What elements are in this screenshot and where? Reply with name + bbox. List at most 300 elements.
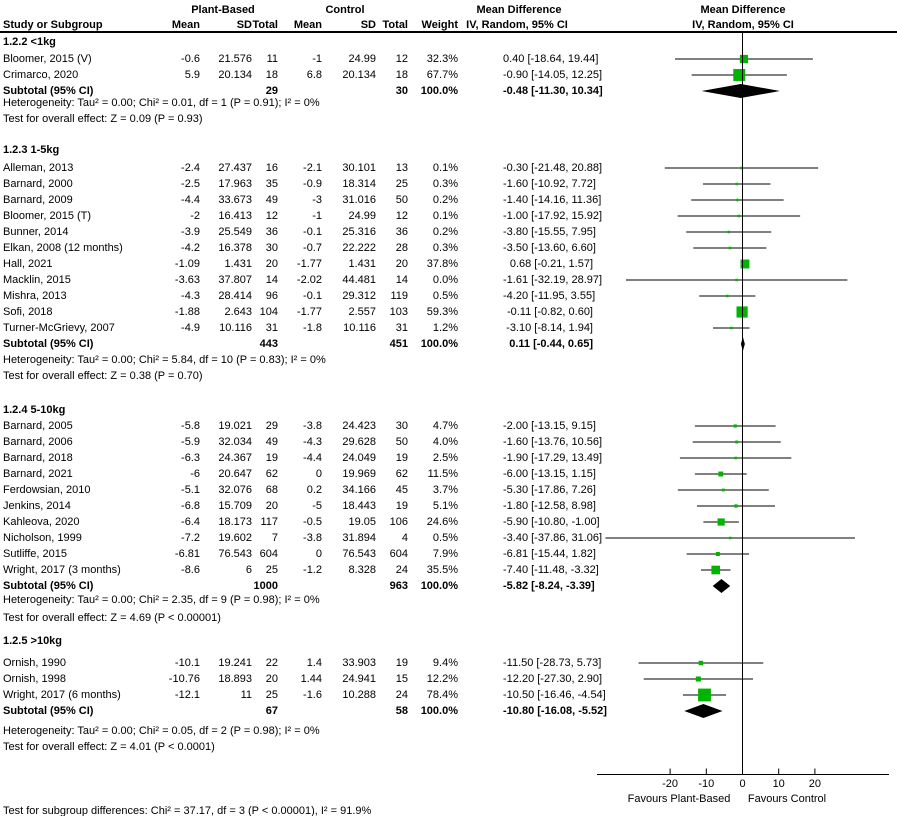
column-header-sd-1: SD [236, 19, 252, 31]
cell-w: 9.4% [432, 657, 458, 669]
study-name: Mishra, 2013 [3, 290, 67, 302]
cell-sd1: 19.241 [218, 657, 252, 669]
cell-m2: -4.3 [303, 436, 322, 448]
subtotal-weight: 100.0% [420, 580, 458, 592]
cell-sd2: 10.116 [343, 322, 376, 334]
cell-n2: 13 [395, 162, 408, 174]
subtotal-label: Subtotal (95% CI) [3, 338, 94, 350]
cell-m1: -3.63 [174, 274, 200, 286]
cell-n1: 25 [265, 689, 278, 701]
subtotal-n2: 963 [389, 580, 408, 592]
study-name: Sofi, 2018 [3, 306, 53, 318]
cell-w: 24.6% [426, 516, 458, 528]
cell-w: 0.0% [432, 274, 458, 286]
cell-sd1: 21.576 [218, 53, 252, 65]
study-name: Turner-McGrievy, 2007 [3, 322, 115, 334]
subtotal-ci: -0.48 [-11.30, 10.34] [503, 85, 603, 97]
cell-n2: 15 [395, 673, 408, 685]
study-name: Sutliffe, 2015 [3, 548, 68, 560]
cell-n1: 49 [265, 436, 278, 448]
cell-sd2: 29.312 [342, 290, 376, 302]
cell-m2: -0.9 [303, 178, 322, 190]
cell-n1: 12 [265, 210, 278, 222]
cell-n1: 22 [265, 657, 278, 669]
effect-square [740, 167, 743, 170]
column-group-mean-difference: Mean Difference [476, 4, 562, 16]
cell-sd2: 25.316 [342, 226, 376, 238]
cell-n2: 12 [395, 53, 408, 65]
cell-w: 37.8% [426, 258, 458, 270]
effect-square [711, 566, 720, 575]
cell-w: 4.7% [432, 420, 458, 432]
cell-n1: 25 [265, 564, 278, 576]
cell-m2: -0.7 [303, 242, 322, 254]
study-name: Barnard, 2000 [3, 178, 73, 190]
cell-ci: -1.80 [-12.58, 8.98] [503, 500, 596, 512]
cell-w: 32.3% [426, 53, 458, 65]
overall-effect-note: Test for overall effect: Z = 0.09 (P = 0.93) [3, 113, 203, 125]
cell-m2: -0.1 [303, 290, 322, 302]
subtotal-diamond [702, 84, 780, 98]
column-header-ci-text: IV, Random, 95% CI [466, 19, 568, 31]
cell-ci: -1.00 [-17.92, 15.92] [503, 210, 603, 222]
cell-w: 5.1% [432, 500, 458, 512]
cell-n1: 96 [265, 290, 278, 302]
cell-n2: 106 [389, 516, 408, 528]
cell-m1: -6.8 [181, 500, 200, 512]
cell-sd2: 1.431 [348, 258, 376, 270]
cell-n1: 19 [265, 452, 278, 464]
cell-ci: -3.40 [-37.86, 31.06] [503, 532, 603, 544]
cell-sd1: 37.807 [218, 274, 252, 286]
cell-n1: 18 [265, 69, 278, 81]
cell-sd1: 15.709 [218, 500, 252, 512]
cell-w: 59.3% [426, 306, 458, 318]
axis-tick-label: 10 [772, 778, 785, 790]
cell-m2: -1.6 [303, 689, 322, 701]
cell-n1: 30 [265, 242, 278, 254]
header-divider [0, 31, 897, 33]
study-name: Bunner, 2014 [3, 226, 69, 238]
cell-w: 12.2% [426, 673, 458, 685]
group-label: 1.2.5 >10kg [3, 635, 63, 647]
cell-ci: -3.10 [-8.14, 1.94] [506, 322, 593, 334]
cell-sd2: 20.134 [342, 69, 376, 81]
cell-sd2: 8.328 [348, 564, 376, 576]
cell-n2: 14 [395, 274, 408, 286]
cell-m1: -4.2 [181, 242, 200, 254]
cell-sd2: 76.543 [342, 548, 376, 560]
cell-m1: -4.3 [181, 290, 200, 302]
cell-sd2: 29.628 [342, 436, 376, 448]
column-header-weight: Weight [421, 19, 458, 31]
cell-m1: -8.6 [181, 564, 200, 576]
subtotal-n1: 29 [265, 85, 278, 97]
cell-m1: -2.4 [181, 162, 200, 174]
cell-m1: -0.6 [181, 53, 200, 65]
cell-ci: -1.60 [-10.92, 7.72] [503, 178, 596, 190]
subtotal-n1: 67 [265, 705, 278, 717]
cell-ci: -0.30 [-21.48, 20.88] [503, 162, 603, 174]
cell-m2: -1.77 [296, 258, 322, 270]
cell-n2: 24 [395, 689, 408, 701]
effect-square [740, 55, 748, 63]
cell-m2: -1 [312, 53, 322, 65]
subtotal-weight: 100.0% [420, 85, 458, 97]
cell-n2: 19 [395, 452, 408, 464]
cell-ci: -11.50 [-28.73, 5.73] [503, 657, 602, 669]
cell-n2: 20 [395, 258, 408, 270]
cell-m1: -10.76 [168, 673, 200, 685]
cell-w: 11.5% [427, 468, 458, 480]
subgroup-differences-note: Test for subgroup differences: Chi² = 37.17, df = 3 (P < 0.00001), I² = 91.9% [3, 805, 372, 816]
cell-m1: -3.9 [181, 226, 200, 238]
cell-w: 0.2% [432, 226, 458, 238]
cell-n1: 16 [265, 162, 278, 174]
subtotal-weight: 100.0% [420, 338, 458, 350]
cell-n1: 36 [265, 226, 278, 238]
effect-square [718, 518, 725, 525]
favours-left-label: Favours Plant-Based [627, 793, 731, 805]
cell-n2: 28 [395, 242, 408, 254]
cell-n1: 117 [260, 516, 278, 528]
cell-sd2: 18.443 [342, 500, 376, 512]
effect-square [727, 231, 730, 234]
cell-n2: 19 [395, 657, 408, 669]
cell-m1: -5.8 [181, 420, 200, 432]
effect-square [699, 661, 703, 665]
cell-n2: 31 [395, 322, 408, 334]
cell-m2: 0 [315, 548, 322, 560]
cell-sd1: 18.893 [218, 673, 252, 685]
effect-square [736, 199, 739, 202]
cell-sd2: 24.423 [342, 420, 376, 432]
cell-sd2: 2.557 [348, 306, 376, 318]
cell-sd2: 18.314 [342, 178, 376, 190]
column-header-sd-2: SD [360, 19, 376, 31]
cell-n2: 12 [395, 210, 408, 222]
cell-sd2: 30.101 [342, 162, 376, 174]
cell-w: 67.7% [426, 69, 458, 81]
cell-w: 0.1% [432, 210, 458, 222]
cell-m1: -12.1 [174, 689, 200, 701]
cell-m2: -1.77 [296, 306, 322, 318]
cell-sd1: 76.543 [218, 548, 252, 560]
subtotal-ci: -10.80 [-16.08, -5.52] [503, 705, 607, 717]
axis-tick-label: -10 [698, 778, 715, 790]
cell-sd1: 17.963 [218, 178, 252, 190]
effect-square [696, 676, 701, 681]
axis-tick-label: -20 [662, 778, 679, 790]
study-name: Nicholson, 1999 [3, 532, 82, 544]
plot-title-mean-difference: Mean Difference [700, 4, 786, 16]
cell-ci: -6.00 [-13.15, 1.15] [503, 468, 596, 480]
cell-n2: 30 [395, 420, 408, 432]
cell-sd2: 34.166 [342, 484, 376, 496]
cell-sd1: 6 [245, 564, 252, 576]
column-group-control: Control [325, 4, 365, 16]
cell-sd1: 33.673 [218, 194, 252, 206]
study-name: Bloomer, 2015 (T) [3, 210, 92, 222]
cell-sd1: 28.414 [218, 290, 252, 302]
effect-square [729, 537, 732, 540]
subtotal-label: Subtotal (95% CI) [3, 580, 94, 592]
cell-sd1: 19.021 [218, 420, 252, 432]
cell-sd2: 10.288 [342, 689, 376, 701]
cell-m1: -4.9 [181, 322, 200, 334]
cell-m2: 6.8 [306, 69, 322, 81]
study-name: Hall, 2021 [3, 258, 53, 270]
cell-ci: -0.90 [-14.05, 12.25] [503, 69, 603, 81]
cell-n1: 604 [259, 548, 278, 560]
cell-n1: 62 [265, 468, 278, 480]
effect-square [734, 504, 737, 507]
cell-w: 78.4% [426, 689, 458, 701]
effect-square [729, 247, 732, 250]
subtotal-n1: 443 [259, 338, 278, 350]
cell-m1: -1.88 [174, 306, 200, 318]
cell-ci: -3.50 [-13.60, 6.60] [503, 242, 596, 254]
study-name: Wright, 2017 (6 months) [3, 689, 121, 701]
cell-ci: -2.00 [-13.15, 9.15] [503, 420, 596, 432]
subtotal-diamond [713, 579, 731, 593]
cell-ci: -3.80 [-15.55, 7.95] [503, 226, 596, 238]
cell-m2: -2.02 [296, 274, 322, 286]
cell-ci: -10.50 [-16.46, -4.54] [503, 689, 606, 701]
cell-m2: -1.2 [303, 564, 322, 576]
group-label: 1.2.4 5-10kg [3, 404, 66, 416]
cell-m1: -5.9 [181, 436, 200, 448]
cell-m2: -0.1 [303, 226, 322, 238]
subtotal-ci: -5.82 [-8.24, -3.39] [503, 580, 595, 592]
cell-n1: 31 [265, 322, 278, 334]
favours-right-label: Favours Control [747, 793, 827, 805]
cell-n1: 49 [265, 194, 278, 206]
cell-n1: 20 [265, 258, 278, 270]
cell-n1: 11 [266, 53, 278, 65]
subtotal-n1: 1000 [253, 580, 278, 592]
cell-w: 4.0% [432, 436, 458, 448]
effect-square [738, 215, 741, 218]
cell-w: 0.1% [432, 162, 458, 174]
cell-n1: 104 [259, 306, 278, 318]
cell-n2: 50 [395, 194, 408, 206]
cell-n2: 36 [395, 226, 408, 238]
cell-m1: -6.3 [181, 452, 200, 464]
cell-sd1: 18.173 [218, 516, 252, 528]
effect-square [730, 327, 733, 330]
cell-w: 0.2% [432, 194, 458, 206]
effect-square [735, 183, 738, 186]
subtotal-diamond [741, 337, 745, 351]
cell-m2: -1.8 [303, 322, 322, 334]
cell-ci: -6.81 [-15.44, 1.82] [503, 548, 596, 560]
column-header-total-2: Total [382, 19, 408, 31]
subtotal-label: Subtotal (95% CI) [3, 705, 94, 717]
cell-n2: 18 [395, 69, 408, 81]
cell-m2: -2.1 [303, 162, 322, 174]
cell-sd1: 16.413 [218, 210, 252, 222]
cell-w: 0.5% [432, 290, 458, 302]
axis-tick-label: 20 [808, 778, 822, 790]
cell-m1: 5.9 [184, 69, 200, 81]
cell-ci: -1.60 [-13.76, 10.56] [503, 436, 603, 448]
subtotal-label: Subtotal (95% CI) [3, 85, 94, 97]
cell-ci: -12.20 [-27.30, 2.90] [503, 673, 603, 685]
group-label: 1.2.2 <1kg [3, 36, 56, 48]
study-name: Jenkins, 2014 [3, 500, 71, 512]
study-name: Kahleova, 2020 [3, 516, 80, 528]
subtotal-n2: 30 [395, 85, 408, 97]
column-header-mean-2: Mean [293, 19, 322, 31]
effect-square [698, 689, 711, 702]
cell-n2: 19 [395, 500, 408, 512]
subtotal-diamond [684, 704, 722, 718]
column-group-plant-based: Plant-Based [191, 4, 255, 16]
cell-sd1: 27.437 [218, 162, 252, 174]
cell-m1: -2.5 [181, 178, 200, 190]
effect-square [734, 457, 737, 460]
cell-n1: 29 [265, 420, 278, 432]
cell-n2: 604 [389, 548, 408, 560]
cell-sd1: 19.602 [218, 532, 252, 544]
effect-square [726, 295, 729, 298]
cell-n1: 20 [265, 673, 278, 685]
subtotal-n2: 58 [395, 705, 408, 717]
cell-sd1: 16.378 [218, 242, 252, 254]
cell-m1: -1.09 [174, 258, 200, 270]
cell-sd1: 10.116 [219, 322, 252, 334]
cell-sd1: 25.549 [218, 226, 252, 238]
column-header-total-1: Total [252, 19, 278, 31]
cell-sd2: 22.222 [342, 242, 376, 254]
cell-ci: -0.11 [-0.82, 0.60] [506, 306, 593, 318]
cell-n1: 35 [265, 178, 278, 190]
cell-ci: 0.40 [-18.64, 19.44] [503, 53, 599, 65]
study-name: Barnard, 2018 [3, 452, 73, 464]
study-name: Barnard, 2009 [3, 194, 73, 206]
study-name: Wright, 2017 (3 months) [3, 564, 121, 576]
cell-m2: 1.4 [306, 657, 322, 669]
cell-n2: 50 [395, 436, 408, 448]
subtotal-n2: 451 [389, 338, 408, 350]
cell-m2: 0.2 [306, 484, 322, 496]
effect-square [735, 279, 738, 282]
heterogeneity-note: Heterogeneity: Tau² = 0.00; Chi² = 0.01, df = 1 (P = 0.91); I² = 0% [3, 97, 320, 109]
cell-w: 1.2% [432, 322, 458, 334]
cell-sd1: 2.643 [224, 306, 252, 318]
cell-n1: 14 [265, 274, 278, 286]
cell-ci: -7.40 [-11.48, -3.32] [503, 564, 599, 576]
cell-m1: -6.81 [174, 548, 200, 560]
cell-n1: 7 [271, 532, 278, 544]
axis-tick-label: 0 [739, 778, 746, 790]
cell-m2: -5 [312, 500, 322, 512]
cell-ci: -1.61 [-32.19, 28.97] [503, 274, 603, 286]
cell-m2: -3.8 [303, 420, 322, 432]
cell-n2: 4 [401, 532, 408, 544]
effect-square [741, 260, 750, 269]
cell-m1: -7.2 [181, 532, 200, 544]
cell-sd1: 32.076 [218, 484, 252, 496]
cell-sd2: 19.05 [348, 516, 376, 528]
effect-square [716, 552, 720, 556]
cell-n2: 62 [395, 468, 408, 480]
heterogeneity-note: Heterogeneity: Tau² = 0.00; Chi² = 0.05, df = 2 (P = 0.98); I² = 0% [3, 725, 320, 737]
cell-ci: -5.30 [-17.86, 7.26] [503, 484, 596, 496]
study-name: Ferdowsian, 2010 [3, 484, 91, 496]
study-name: Elkan, 2008 (12 months) [3, 242, 123, 254]
cell-w: 2.5% [432, 452, 458, 464]
study-name: Crimarco, 2020 [3, 69, 79, 81]
effect-square [722, 489, 725, 492]
cell-ci: -1.40 [-14.16, 11.36] [503, 194, 602, 206]
cell-sd1: 24.367 [218, 452, 252, 464]
cell-ci: 0.68 [-0.21, 1.57] [509, 258, 593, 270]
cell-sd1: 1.431 [224, 258, 252, 270]
study-name: Barnard, 2006 [3, 436, 73, 448]
overall-effect-note: Test for overall effect: Z = 0.38 (P = 0.70) [3, 370, 203, 382]
effect-square [735, 441, 738, 444]
cell-sd2: 31.016 [342, 194, 376, 206]
cell-m2: -3.8 [303, 532, 322, 544]
study-name: Barnard, 2021 [3, 468, 73, 480]
cell-m2: -1 [312, 210, 322, 222]
cell-sd2: 19.969 [342, 468, 376, 480]
study-name: Bloomer, 2015 (V) [3, 53, 92, 65]
cell-m1: -6.4 [181, 516, 200, 528]
cell-m2: -4.4 [303, 452, 322, 464]
study-name: Ornish, 1990 [3, 657, 66, 669]
cell-w: 7.9% [432, 548, 458, 560]
cell-n1: 20 [265, 500, 278, 512]
cell-sd2: 24.99 [348, 210, 376, 222]
cell-n2: 103 [389, 306, 408, 318]
cell-n2: 25 [395, 178, 408, 190]
cell-w: 0.3% [432, 242, 458, 254]
cell-m1: -6 [190, 468, 200, 480]
cell-m1: -4.4 [181, 194, 200, 206]
cell-m1: -10.1 [174, 657, 200, 669]
effect-square [733, 69, 745, 81]
cell-m2: 1.44 [300, 673, 322, 685]
heterogeneity-note: Heterogeneity: Tau² = 0.00; Chi² = 2.35, df = 9 (P = 0.98); I² = 0% [3, 594, 320, 606]
cell-ci: -5.90 [-10.80, -1.00] [503, 516, 600, 528]
cell-w: 3.7% [432, 484, 458, 496]
heterogeneity-note: Heterogeneity: Tau² = 0.00; Chi² = 5.84, df = 10 (P = 0.83); I² = 0% [3, 354, 326, 366]
effect-square [734, 424, 737, 427]
effect-square [737, 306, 748, 317]
overall-effect-note: Test for overall effect: Z = 4.01 (P < 0.0001) [3, 741, 215, 753]
cell-n2: 119 [390, 290, 408, 302]
cell-sd2: 44.481 [342, 274, 376, 286]
study-name: Ornish, 1998 [3, 673, 66, 685]
overall-effect-note: Test for overall effect: Z = 4.69 (P < 0.00001) [3, 612, 221, 624]
cell-sd1: 11 [240, 689, 252, 701]
cell-ci: -1.90 [-17.29, 13.49] [503, 452, 603, 464]
cell-m1: -5.1 [181, 484, 200, 496]
cell-n1: 68 [265, 484, 278, 496]
cell-m2: -3 [312, 194, 322, 206]
group-label: 1.2.3 1-5kg [3, 144, 60, 156]
study-name: Macklin, 2015 [3, 274, 71, 286]
column-header-study: Study or Subgroup [3, 19, 103, 31]
plot-subtitle-ci-method: IV, Random, 95% CI [692, 19, 794, 31]
column-header-mean-1: Mean [171, 19, 200, 31]
study-name: Barnard, 2005 [3, 420, 73, 432]
cell-sd1: 20.647 [218, 468, 252, 480]
cell-sd1: 20.134 [218, 69, 252, 81]
